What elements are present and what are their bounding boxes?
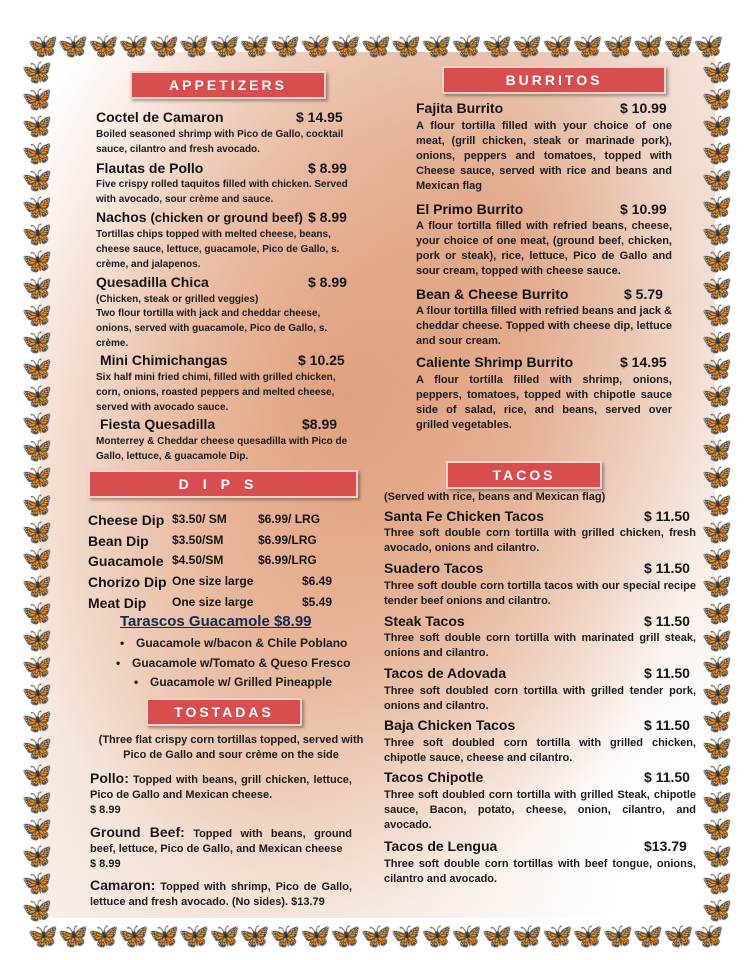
tostadas-header: TOSTADAS [146, 698, 302, 726]
butterfly-icon: 🦋 [22, 410, 52, 438]
butterfly-icon: 🦋 [702, 410, 732, 438]
tostada-desc: Topped with beans, ground beef, lettuce, Pico de Gallo, and Mexican cheese [90, 828, 352, 855]
butterfly-icon: 🦋 [663, 924, 694, 950]
butterfly-icon: 🦋 [22, 761, 52, 789]
butterfly-icon: 🦋 [603, 924, 633, 950]
taco-name: Tacos de Adovada [384, 665, 507, 681]
butterfly-icon: 🦋 [22, 815, 52, 843]
butterfly-icon: 🦋 [572, 924, 603, 950]
dip-large-price: $6.99/ LRG [258, 512, 321, 526]
appetizers-header: APPETIZERS [130, 71, 326, 99]
butterfly-icon: 🦋 [149, 924, 179, 950]
butterfly-icon: 🦋 [633, 34, 664, 60]
butterfly-icon: 🦋 [22, 221, 52, 249]
butterfly-icon: 🦋 [702, 545, 732, 573]
butterfly-icon: 🦋 [702, 896, 732, 924]
dip-large-price: $6.49 [302, 574, 333, 588]
dip-name: Chorizo Dip [88, 574, 167, 590]
butterfly-icon: 🦋 [702, 194, 732, 222]
butterfly-icon: 🦋 [22, 572, 52, 600]
butterfly-icon: 🦋 [702, 437, 732, 465]
butterfly-icon: 🦋 [22, 518, 52, 546]
tostada-item [90, 825, 352, 872]
guacamole-option: • Guacamole w/Tomato & Queso Fresco [132, 656, 351, 670]
taco-desc: Three soft double corn tortilla with grilled chicken, fresh avocado, onions and cilantro. [384, 527, 696, 554]
butterfly-icon: 🦋 [702, 653, 732, 681]
butterfly-icon: 🦋 [330, 924, 361, 950]
butterfly-icon: 🦋 [482, 34, 512, 60]
taco-price: $13.79 [644, 838, 687, 854]
taco-desc: Three soft double corn tortilla tacos with our special recipe tender beef onions and cilantro. [384, 580, 696, 607]
butterfly-icon: 🦋 [702, 869, 732, 897]
taco-desc: Three soft doubled corn tortilla with grilled tender pork, onions and cilantro. [384, 685, 696, 712]
appetizer-desc: Five crispy rolled taquitos filled with chicken. Served with avocado, sour crème and sauce. [96, 179, 348, 205]
tacos-header: TACOS [446, 461, 602, 489]
butterfly-icon: 🦋 [58, 34, 89, 60]
butterfly-icon: 🦋 [512, 34, 543, 60]
butterfly-icon: 🦋 [702, 842, 732, 870]
dip-row [88, 595, 333, 611]
butterfly-icon: 🦋 [22, 113, 52, 141]
appetizer-price: $ 14.95 [296, 109, 343, 125]
butterfly-icon: 🦋 [22, 329, 52, 357]
butterfly-icon: 🦋 [22, 788, 52, 816]
butterfly-icon: 🦋 [118, 924, 149, 950]
taco-name: Tacos de Lengua [384, 838, 498, 854]
butterfly-icon: 🦋 [702, 221, 732, 249]
appetizer-desc: Boiled seasoned shrimp with Pico de Gallo, cocktail sauce, cilantro and fresh avocado. [96, 129, 344, 155]
butterfly-icon: 🦋 [22, 167, 52, 195]
butterfly-icon: 🦋 [300, 34, 331, 60]
appetizer-name: Mini Chimichangas [100, 352, 228, 368]
appetizer-desc: Six half mini fried chimi, filled with grilled chicken, corn, onions, roasted peppers and melted cheese, served with avocado sauce. [96, 372, 336, 413]
butterfly-icon: 🦋 [22, 464, 52, 492]
tostada-item [90, 878, 352, 910]
butterfly-icon: 🦋 [702, 464, 732, 492]
taco-price: $ 11.50 [644, 560, 690, 576]
appetizer-name: Coctel de Camaron [96, 109, 224, 125]
taco-desc: Three soft doubled corn tortilla with grilled chicken, chipotle sauce, cheese and cilantro. [384, 737, 696, 764]
tostada-price: $ 8.99 [90, 858, 121, 870]
butterfly-icon: 🦋 [702, 275, 732, 303]
butterfly-icon: 🦋 [360, 34, 391, 60]
butterfly-icon: 🦋 [22, 383, 52, 411]
butterfly-icon: 🦋 [702, 518, 732, 546]
dips-header: DIPS [88, 470, 358, 498]
appetizer-price: $8.99 [302, 416, 338, 432]
butterfly-icon: 🦋 [542, 924, 573, 950]
dip-small-price: One size large [172, 574, 254, 588]
dip-name: Meat Dip [88, 595, 147, 611]
butterfly-icon: 🦋 [22, 734, 52, 762]
taco-desc: Three soft double corn tortillas with beef tongue, onions, cilantro and avocado. [384, 858, 696, 885]
butterfly-icon: 🦋 [22, 86, 52, 114]
butterfly-icon: 🦋 [702, 761, 732, 789]
tarascos-guacamole: Tarascos Guacamole $8.99 [120, 613, 312, 630]
taco-name: Tacos Chipotle [384, 769, 484, 785]
butterfly-icon: 🦋 [22, 653, 52, 681]
butterfly-icon: 🦋 [702, 491, 732, 519]
burrito-name: Bean & Cheese Burrito [416, 286, 569, 302]
butterfly-icon: 🦋 [702, 167, 732, 195]
butterfly-icon: 🦋 [702, 329, 732, 357]
butterfly-icon: 🦋 [22, 60, 52, 86]
tostada-name: Camaron: [90, 877, 156, 893]
butterfly-icon: 🦋 [22, 275, 52, 303]
tostada-item [90, 771, 352, 818]
appetizer-price: $ 8.99 [308, 209, 347, 225]
butterfly-icon: 🦋 [693, 924, 724, 950]
appetizer-price: $ 10.25 [298, 352, 345, 368]
taco-price: $ 11.50 [644, 613, 690, 629]
butterfly-border-top [28, 34, 724, 60]
burrito-desc: A flour tortilla filled with refried beans, cheese, your choice of one meat, (ground beef, chicken, pork or steak), rice, lettuce, Pico de Gallo and sour cream, topped with cheese sauce. [416, 220, 672, 277]
butterfly-icon: 🦋 [702, 113, 732, 141]
dip-row [88, 553, 317, 569]
butterfly-icon: 🦋 [22, 842, 52, 870]
tostada-desc: Topped with shrimp, Pico de Gallo, lettuce and fresh avocado. (No sides). $13.79 [90, 881, 353, 908]
butterfly-icon: 🦋 [270, 34, 301, 60]
butterfly-icon: 🦋 [702, 815, 732, 843]
taco-price: $ 11.50 [644, 717, 690, 733]
butterfly-icon: 🦋 [28, 34, 58, 60]
appetizer-desc: Two flour tortilla with jack and cheddar cheese, onions, served with guacamole, Pico de Gallo, s. crème. [96, 308, 328, 349]
butterfly-icon: 🦋 [118, 34, 149, 60]
butterfly-icon: 🦋 [88, 924, 119, 950]
dip-name: Bean Dip [88, 533, 149, 549]
taco-name: Baja Chicken Tacos [384, 717, 516, 733]
butterfly-icon: 🦋 [330, 34, 361, 60]
appetizer-sub: (Chicken, steak or grilled veggies) [96, 294, 259, 305]
butterfly-icon: 🦋 [22, 545, 52, 573]
taco-name: Santa Fe Chicken Tacos [384, 508, 545, 524]
butterfly-icon: 🦋 [22, 599, 52, 627]
butterfly-icon: 🦋 [209, 34, 240, 60]
butterfly-icon: 🦋 [391, 924, 422, 950]
dip-small-price: $3.50/ SM [172, 512, 227, 526]
taco-name: Suadero Tacos [384, 560, 484, 576]
burrito-desc: A flour tortilla filled with your choice of one meat, (grill chicken, steak or marinade pork), onions, peppers and tomatoes, topped with Cheese sauce, served with rice and beans and Mexican flag [416, 120, 672, 192]
dip-small-price: $3.50/SM [172, 533, 224, 547]
taco-desc: Three soft double corn tortilla with marinated grill steak, onions and cilantro. [384, 632, 696, 659]
butterfly-icon: 🦋 [209, 924, 240, 950]
appetizer-name: Fiesta Quesadilla [100, 416, 216, 432]
butterfly-icon: 🦋 [22, 491, 52, 519]
butterfly-icon: 🦋 [633, 924, 664, 950]
appetizer-price: $ 8.99 [308, 274, 347, 290]
butterfly-icon: 🦋 [22, 707, 52, 735]
tacos-note: (Served with rice, beans and Mexican flag) [384, 491, 606, 503]
butterfly-icon: 🦋 [663, 34, 694, 60]
burrito-desc: A flour tortilla filled with refried beans and jack & cheddar cheese. Topped with cheese dip, lettuce and sour cream. [416, 305, 672, 347]
butterfly-icon: 🦋 [22, 140, 52, 168]
butterfly-icon: 🦋 [300, 924, 331, 950]
butterfly-icon: 🦋 [22, 680, 52, 708]
appetizer-price: $ 8.99 [308, 160, 347, 176]
butterfly-icon: 🦋 [149, 34, 179, 60]
tostadas-note: (Three flat crispy corn tortillas topped, served with Pico de Gallo and sour crème on the side [98, 734, 364, 761]
tostada-name: Ground Beef: [90, 824, 185, 840]
tostada-desc: Topped with beans, grill chicken, lettuce, Pico de Gallo and Mexican cheese. [90, 774, 352, 801]
butterfly-icon: 🦋 [28, 924, 58, 950]
butterfly-icon: 🦋 [512, 924, 543, 950]
butterfly-border-right [702, 60, 732, 924]
butterfly-icon: 🦋 [702, 248, 732, 276]
butterfly-icon: 🦋 [22, 896, 52, 924]
guacamole-option: • Guacamole w/bacon & Chile Poblano [136, 636, 347, 650]
butterfly-icon: 🦋 [702, 60, 732, 86]
burrito-price: $ 5.79 [624, 286, 663, 302]
dip-name: Guacamole [88, 553, 164, 569]
butterfly-icon: 🦋 [702, 680, 732, 708]
butterfly-icon: 🦋 [22, 302, 52, 330]
butterfly-icon: 🦋 [451, 924, 482, 950]
butterfly-icon: 🦋 [542, 34, 573, 60]
tostada-name: Pollo: [90, 770, 129, 786]
dip-large-price: $6.99/LRG [258, 553, 317, 567]
dip-name: Cheese Dip [88, 512, 165, 528]
butterfly-icon: 🦋 [88, 34, 119, 60]
guacamole-option: • Guacamole w/ Grilled Pineapple [150, 675, 332, 689]
butterfly-icon: 🦋 [22, 356, 52, 384]
burrito-price: $ 10.99 [620, 100, 667, 116]
butterfly-icon: 🦋 [179, 924, 210, 950]
butterfly-icon: 🦋 [239, 34, 270, 60]
burrito-desc: A flour tortilla filled with shrimp, onions, peppers, tomatoes, topped with chipotle sauce side of salad, rice, and beans, served over grilled vegetables. [416, 374, 672, 431]
taco-name: Steak Tacos [384, 613, 465, 629]
appetizer-desc: Tortillas chips topped with melted cheese, beans, cheese sauce, lettuce, guacamole, Pico de Gallo, s. crème, and jalapenos. [96, 229, 340, 270]
butterfly-icon: 🦋 [702, 383, 732, 411]
butterfly-icon: 🦋 [451, 34, 482, 60]
appetizer-name-sub: (chicken or ground beef) [150, 210, 303, 225]
butterfly-icon: 🦋 [603, 34, 633, 60]
butterfly-icon: 🦋 [22, 626, 52, 654]
butterfly-icon: 🦋 [391, 34, 422, 60]
butterfly-icon: 🦋 [702, 599, 732, 627]
burrito-name: El Primo Burrito [416, 201, 524, 217]
butterfly-icon: 🦋 [702, 572, 732, 600]
appetizer-desc: Monterrey & Cheddar cheese quesadilla with Pico de Gallo, lettuce, & guacamole Dip. [96, 436, 348, 462]
butterfly-icon: 🦋 [421, 34, 452, 60]
burrito-price: $ 10.99 [620, 201, 667, 217]
butterfly-icon: 🦋 [22, 437, 52, 465]
appetizer-name: Nachos (chicken or ground beef) [96, 209, 303, 225]
appetizer-name: Quesadilla Chica [96, 274, 209, 290]
butterfly-icon: 🦋 [702, 707, 732, 735]
appetizer-name: Flautas de Pollo [96, 160, 204, 176]
dip-row [88, 512, 321, 528]
butterfly-icon: 🦋 [702, 140, 732, 168]
butterfly-icon: 🦋 [693, 34, 724, 60]
butterfly-icon: 🦋 [702, 356, 732, 384]
dip-row [88, 574, 333, 590]
taco-desc: Three soft doubled corn tortilla with grilled Steak, chipotle sauce, Bacon, potato, cheese, onion, cilantro, and avocado. [384, 789, 696, 831]
burrito-price: $ 14.95 [620, 354, 667, 370]
butterfly-icon: 🦋 [22, 194, 52, 222]
butterfly-border-left [22, 60, 52, 924]
butterfly-border-bottom [28, 924, 724, 950]
dip-large-price: $5.49 [302, 595, 333, 609]
taco-price: $ 11.50 [644, 665, 690, 681]
butterfly-icon: 🦋 [270, 924, 301, 950]
butterfly-icon: 🦋 [572, 34, 603, 60]
burritos-header: BURRITOS [442, 66, 666, 94]
burrito-name: Caliente Shrimp Burrito [416, 354, 574, 370]
butterfly-icon: 🦋 [702, 86, 732, 114]
taco-price: $ 11.50 [644, 508, 690, 524]
butterfly-icon: 🦋 [702, 302, 732, 330]
butterfly-icon: 🦋 [22, 248, 52, 276]
butterfly-icon: 🦋 [702, 788, 732, 816]
butterfly-icon: 🦋 [58, 924, 89, 950]
butterfly-icon: 🦋 [482, 924, 512, 950]
butterfly-icon: 🦋 [239, 924, 270, 950]
butterfly-icon: 🦋 [702, 734, 732, 762]
tostada-price: $ 8.99 [90, 804, 121, 816]
butterfly-icon: 🦋 [22, 869, 52, 897]
butterfly-icon: 🦋 [421, 924, 452, 950]
burrito-name: Fajita Burrito [416, 100, 504, 116]
butterfly-icon: 🦋 [360, 924, 391, 950]
butterfly-icon: 🦋 [702, 626, 732, 654]
dip-small-price: $4.50/SM [172, 553, 224, 567]
butterfly-icon: 🦋 [179, 34, 210, 60]
taco-price: $ 11.50 [644, 769, 690, 785]
dip-row [88, 533, 317, 549]
dip-large-price: $6.99/LRG [258, 533, 317, 547]
dip-small-price: One size large [172, 595, 254, 609]
